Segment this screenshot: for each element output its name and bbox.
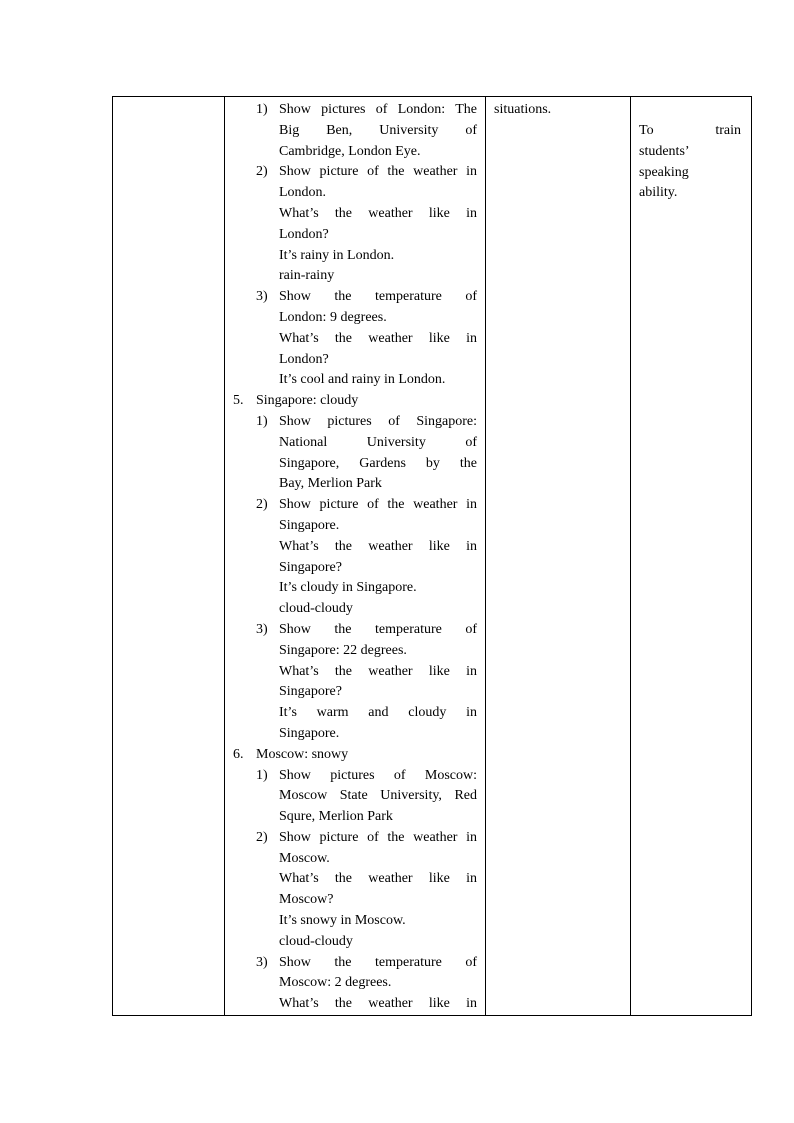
- list-number: 6.: [233, 746, 244, 762]
- text-line: cloud-cloudy: [279, 933, 353, 949]
- text-line: National University of: [279, 434, 477, 450]
- text-line: What’s the weather like in: [279, 871, 477, 887]
- section-heading: Singapore: cloudy: [256, 393, 359, 409]
- text-line: London: 9 degrees.: [279, 309, 387, 325]
- list-item: [233, 745, 477, 766]
- text-line: What’s the weather like in: [279, 538, 477, 554]
- list-number: 2): [256, 497, 268, 513]
- text-line: Show picture of the weather in: [279, 497, 477, 513]
- text-line: Singapore?: [279, 684, 342, 700]
- activity-content: [225, 97, 485, 1015]
- text-line: It’s rainy in London.: [279, 247, 395, 263]
- text-line: It’s snowy in Moscow.: [279, 913, 406, 929]
- text-line: What’s the weather like in: [279, 330, 477, 346]
- continuation-block: [233, 537, 477, 620]
- text-line: Singapore.: [279, 517, 340, 533]
- list-number: 3): [256, 621, 268, 637]
- list-item: [233, 953, 477, 995]
- list-number: 5.: [233, 393, 244, 409]
- lesson-plan-table: [112, 96, 752, 1016]
- method-text: situations.: [494, 102, 552, 117]
- purpose-text: [631, 97, 751, 204]
- list-item: [233, 287, 477, 329]
- text-line: What’s the weather like in: [279, 205, 477, 221]
- text-line: Singapore?: [279, 559, 342, 575]
- list-item: [233, 391, 477, 412]
- text-line: Moscow?: [279, 892, 334, 908]
- list-number: 3): [256, 954, 268, 970]
- method-cell: [486, 97, 631, 1016]
- list-item: [233, 828, 477, 870]
- stage-cell: [113, 97, 225, 1016]
- text-line: What’s the weather like in: [279, 663, 477, 679]
- list-number: 1): [256, 413, 268, 429]
- text-line: Show pictures of Singapore:: [279, 413, 477, 429]
- text-line: It’s cloudy in Singapore.: [279, 580, 417, 596]
- text-line: speaking: [639, 164, 689, 180]
- text-line: cloud-cloudy: [279, 601, 353, 617]
- list-item: [233, 495, 477, 537]
- text-line: Show picture of the weather in: [279, 164, 477, 180]
- table-row: [113, 97, 752, 1016]
- text-line: London?: [279, 351, 329, 367]
- section-heading: Moscow: snowy: [256, 746, 349, 762]
- text-line: Show picture of the weather in: [279, 829, 477, 845]
- text-line: Moscow.: [279, 850, 330, 866]
- activity-cell: [225, 97, 486, 1016]
- list-item: [233, 100, 477, 162]
- text-line: Show the temperature of: [279, 289, 477, 305]
- list-item: [233, 162, 477, 204]
- list-item: [233, 620, 477, 662]
- purpose-cell: [631, 97, 752, 1016]
- list-number: 2): [256, 829, 268, 845]
- continuation-block: [233, 204, 477, 287]
- text-line: students’: [639, 143, 690, 159]
- text-line: London?: [279, 226, 329, 242]
- continuation-block: [233, 662, 477, 745]
- text-line: Bay, Merlion Park: [279, 476, 382, 492]
- continuation-block: [233, 329, 477, 391]
- text-line: Show the temperature of: [279, 621, 477, 637]
- text-line: ability.: [639, 185, 678, 201]
- text-line: Moscow State University, Red: [279, 788, 477, 804]
- text-line: It’s cool and rainy in London.: [279, 372, 446, 388]
- text-line: Show pictures of London: The: [279, 102, 477, 117]
- list-number: 1): [256, 767, 268, 783]
- continuation-block: [233, 869, 477, 952]
- text-line: Show the temperature of: [279, 954, 477, 970]
- text-line: Show pictures of Moscow:: [279, 767, 477, 783]
- text-line: Big Ben, University of: [279, 122, 477, 138]
- text-line: Cambridge, London Eye.: [279, 143, 421, 159]
- list-number: 2): [256, 164, 268, 180]
- text-line: What’s the weather like in: [279, 996, 477, 1012]
- text-line: Singapore: 22 degrees.: [279, 642, 407, 658]
- text-line: To train: [639, 123, 741, 138]
- text-line: Moscow: 2 degrees.: [279, 975, 392, 991]
- list-number: 3): [256, 289, 268, 305]
- list-number: 1): [256, 102, 268, 117]
- text-line: London.: [279, 185, 327, 201]
- list-item: [233, 412, 477, 495]
- continuation-block: [233, 994, 477, 1015]
- text-line: rain-rainy: [279, 268, 335, 284]
- text-line: Singapore, Gardens by the: [279, 455, 477, 471]
- text-line: Squre, Merlion Park: [279, 809, 393, 825]
- list-item: [233, 766, 477, 828]
- text-line: Singapore.: [279, 725, 340, 741]
- text-line: It’s warm and cloudy in: [279, 705, 477, 721]
